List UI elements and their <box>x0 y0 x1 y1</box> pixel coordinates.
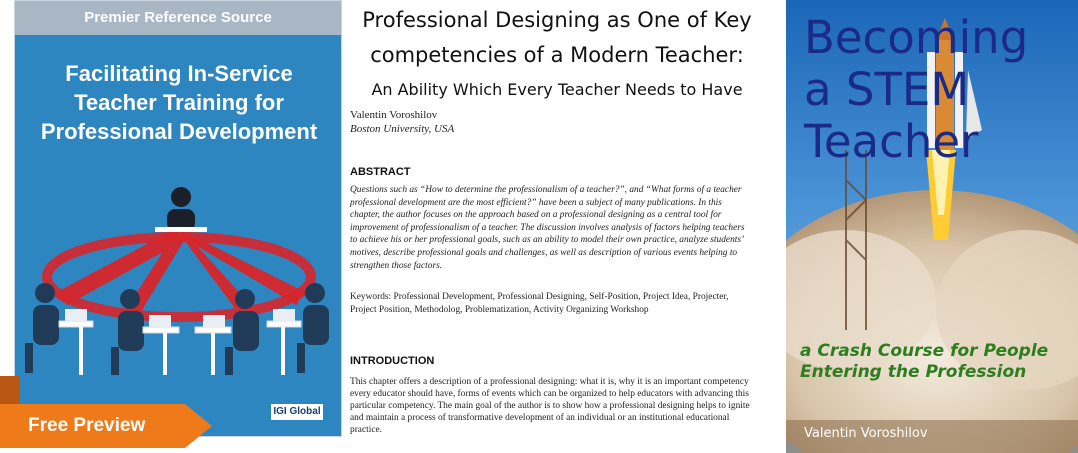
cover-title-line: Professional Development <box>40 119 318 144</box>
book-cover-facilitating[interactable] <box>14 0 342 437</box>
keywords-text: Keywords: Professional Development, Professional Designing, Self-Position, Project Idea, Projecter, Project Position, Methodolog, Problematization, Activity Organizing Workshop <box>350 292 729 315</box>
teacher-figure-icon <box>155 187 207 232</box>
introduction-heading: INTRODUCTION <box>350 355 435 367</box>
ribbon-shape <box>0 376 212 448</box>
network-illustration <box>15 181 342 381</box>
paper-affiliation: Boston University, USA <box>350 123 455 135</box>
student-figure-icon <box>111 289 144 375</box>
publisher-logo: IGI Global <box>271 404 323 420</box>
paper-author: Valentin Voroshilov <box>350 109 438 121</box>
student-figure-icon <box>25 283 59 373</box>
paper-title-line2: competencies of a Modern Teacher: <box>370 43 744 67</box>
stem-cover-title <box>804 12 1074 168</box>
cover-title <box>25 59 333 146</box>
stem-title-line: a STEM <box>804 63 970 116</box>
abstract-heading: ABSTRACT <box>350 166 411 178</box>
abstract-text: Questions such as “How to determine the professionalism of a teacher?”, and “What forms of a teacher professional development are the most efficient?” have been a subject of many publications. In this chapter, the author focuses on the approach based on a professional designing as a central tool for improvement of professionalism of a teacher. The discussion involves analysis of factors helping teachers to achieve his or her professional goals, such as an ability to model their own practice, analyze students’ motives, describe professional goals and challenges, as well as description of various events helping to strengthen those factors. <box>350 185 745 271</box>
stem-cover-author: Valentin Voroshilov <box>804 426 928 441</box>
free-preview-button[interactable] <box>0 376 212 448</box>
stem-cover-subtitle <box>800 341 1076 383</box>
stem-title-line: Teacher <box>804 115 979 168</box>
cover-banner: Premier Reference Source <box>15 1 341 35</box>
cover-title-line: Facilitating In-Service <box>65 61 293 86</box>
stem-subtitle-line: Entering the Profession <box>800 362 1027 382</box>
introduction-text: This chapter offers a description of a professional designing: what it is, why it is an important competency every educator should have, forms of events which can be organized to help educators with advancing this particular competency. The main goal of the author is to show how a professional designing helps to ignite and maintain a process of transformative development of an individual or an institutional educational practice. <box>350 377 750 436</box>
stem-subtitle-line: a Crash Course for People <box>800 341 1049 361</box>
free-preview-label: Free Preview <box>28 415 146 436</box>
paper-page <box>348 0 766 453</box>
stem-title-line: Becoming <box>804 11 1029 64</box>
paper-title-line1: Professional Designing as One of Key <box>362 8 752 32</box>
cover-title-line: Teacher Training for <box>74 90 284 115</box>
paper-subtitle: An Ability Which Every Teacher Needs to Have <box>371 80 743 99</box>
book-cover-stem[interactable] <box>786 0 1078 453</box>
